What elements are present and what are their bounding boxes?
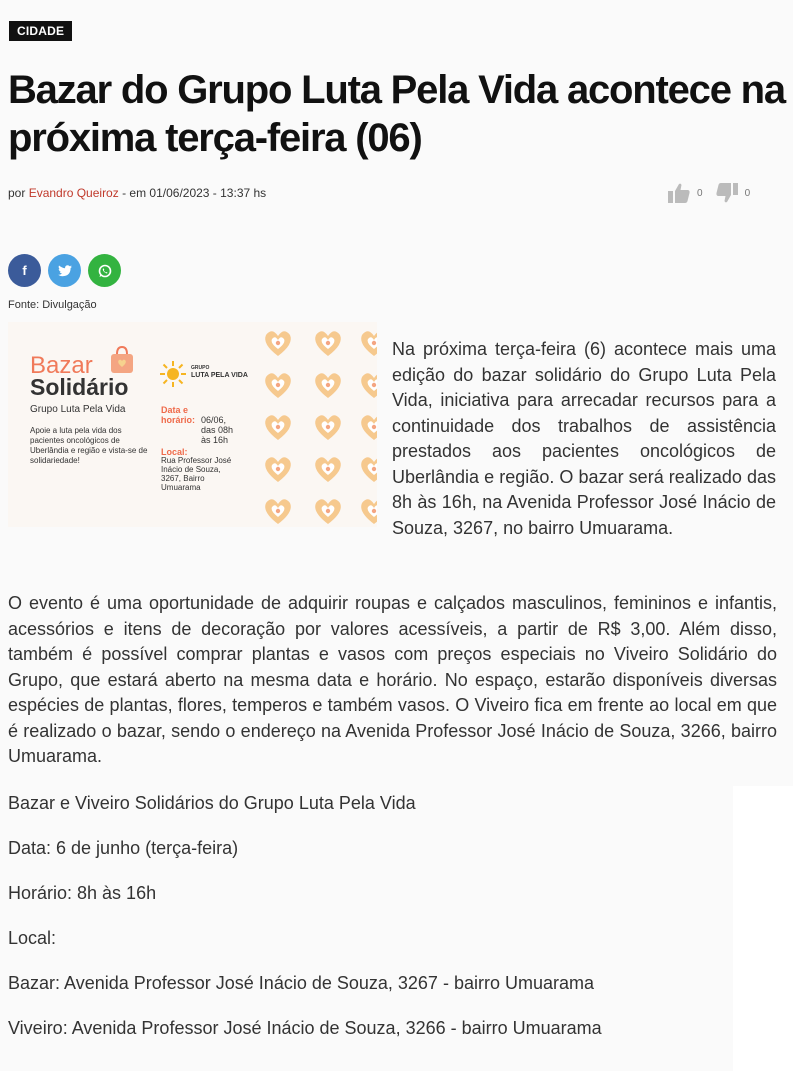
whatsapp-icon (98, 264, 112, 278)
poster-date-value: 06/06, das 08h às 16h (201, 415, 234, 445)
image-caption: Fonte: Divulgação (8, 299, 97, 311)
article-paragraph: O evento é uma oportunidade de adquirir roupas e calçados masculinos, femininos e infantis, acessórios e itens de decoração por valores acessíveis, a partir de R$ 3,00. Além disso, também é possível comprar plantas e vasos com preços especiais no Viveiro Solidário do Grupo, que estará aberto na mesma data e horário. No espaço, estarão disponíveis diversas espécies de plantas, flores, temperos e também vasos. O Viveiro fica em frente ao local em que é realizado o bazar, sendo o endereço na Avenida Professor José Inácio de Souza, 3266, bairro Umuarama. (8, 593, 777, 766)
heart-icon (361, 415, 377, 440)
heart-icon (265, 457, 291, 482)
heart-icon (265, 331, 291, 356)
detail-line: Data: 6 de junho (terça-feira) (8, 838, 239, 858)
facebook-share-button[interactable] (8, 254, 41, 287)
like-count: 0 (697, 187, 703, 199)
heart-icon (315, 499, 341, 524)
heart-icon (361, 457, 377, 482)
whatsapp-share-button[interactable] (88, 254, 121, 287)
heart-icon (315, 415, 341, 440)
heart-icon (361, 373, 377, 398)
author-link[interactable]: Evandro Queiroz (28, 186, 119, 200)
dislike-button[interactable] (715, 182, 751, 204)
poster-group-name: Grupo Luta Pela Vida (30, 404, 126, 415)
thumbs-down-icon (715, 182, 739, 204)
event-details (8, 792, 602, 1062)
byline-prefix: por (8, 186, 26, 200)
event-poster-image (8, 322, 377, 527)
facebook-icon: f (22, 263, 27, 278)
detail-line: Horário: 8h às 16h (8, 883, 157, 903)
detail-line: Local: (8, 928, 57, 948)
twitter-share-button[interactable] (48, 254, 81, 287)
article-intro: Na próxima terça-feira (6) acontece mais uma edição do bazar solidário do Grupo Luta Pela Vida, iniciativa para arrecadar recursos para a continuidade dos trabalhos de assistência prestados aos pacientes oncológicos de Uberlândia e região. O bazar será realizado das 8h às 16h, na Avenida Professor José Inácio de Souza, 3267, no bairro Umuarama. (392, 339, 776, 538)
like-button[interactable] (667, 182, 703, 204)
sun-logo-icon (159, 360, 187, 388)
heart-icon (315, 331, 341, 356)
poster-logo-text (191, 364, 248, 380)
twitter-icon (58, 265, 72, 277)
heart-icon (265, 415, 291, 440)
byline-date: - em 01/06/2023 - 13:37 hs (122, 186, 267, 200)
shopping-bag-icon (109, 345, 135, 375)
poster-location-label: Local: (161, 447, 188, 457)
detail-line: Bazar: Avenida Professor José Inácio de Souza, 3267 - bairro Umuarama (8, 973, 594, 993)
poster-date-label: Data e horário: (161, 405, 196, 425)
vote-widget (667, 182, 762, 204)
poster-tagline: Apoie a luta pela vida dos pacientes oncológicos de Uberlândia e região e vista-se de solidariedade! (30, 426, 148, 465)
heart-icon (315, 373, 341, 398)
heart-icon (361, 499, 377, 524)
poster-logo-small: GRUPO (191, 365, 210, 371)
poster-solidario-title: Solidário (30, 374, 129, 400)
heart-icon (265, 373, 291, 398)
hearts-pattern (254, 322, 377, 527)
page-title: Bazar do Grupo Luta Pela Vida acontece na próxima terça-feira (06) (8, 68, 785, 160)
detail-line: Bazar e Viveiro Solidários do Grupo Luta Pela Vida (8, 793, 416, 813)
share-bar (8, 254, 128, 287)
poster-logo-name: LUTA PELA VIDA (191, 372, 248, 379)
thumbs-up-icon (667, 182, 691, 204)
heart-icon (265, 499, 291, 524)
heart-icon (361, 331, 377, 356)
sidebar-blank (733, 786, 793, 1071)
heart-icon (315, 457, 341, 482)
category-badge[interactable]: CIDADE (9, 21, 72, 41)
poster-bazar-title: Bazar (30, 352, 93, 379)
dislike-count: 0 (744, 187, 751, 199)
poster-location-value: Rua Professor José Inácio de Souza, 3267, Bairro Umuarama (161, 456, 232, 492)
detail-line: Viveiro: Avenida Professor José Inácio de Souza, 3266 - bairro Umuarama (8, 1018, 602, 1038)
byline (8, 186, 266, 200)
